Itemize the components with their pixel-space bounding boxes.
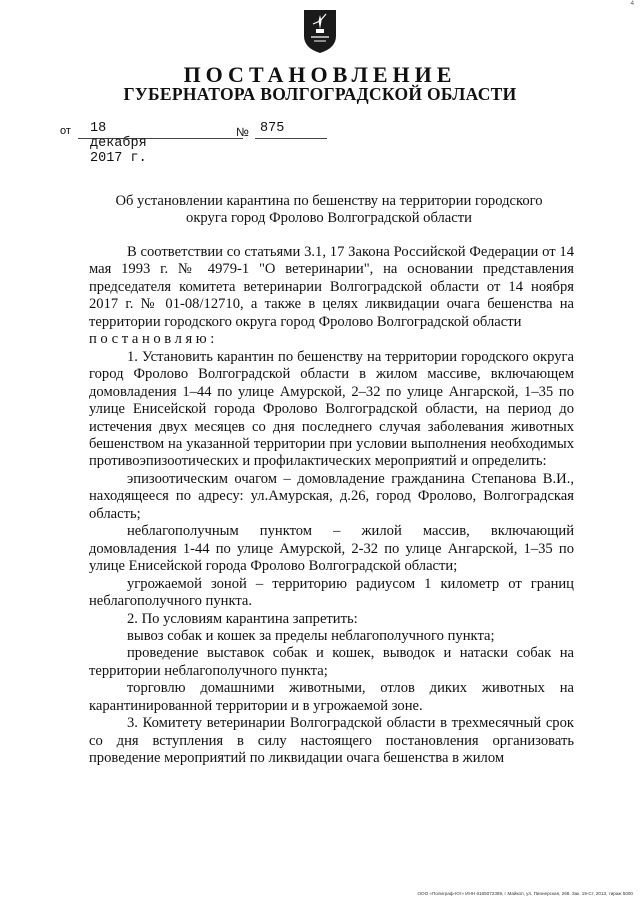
page-corner-mark: 4 xyxy=(630,1,634,7)
document-subject xyxy=(60,193,598,227)
decree-date: 18 декабря 2017 г. xyxy=(90,121,147,166)
decree-number: 875 xyxy=(260,121,285,136)
unsafe-point-paragraph: неблагополучным пунктом – жилой массив, включающий домовладения 1-44 по улице Амурской, 2-32 по улице Ангарской, 1–35 по улице Енисейской города Фролово Волгоградской области; xyxy=(89,523,574,575)
resolve-word: постановляю: xyxy=(89,331,218,348)
document-subtitle: ГУБЕРНАТОРА ВОЛГОГРАДСКОЙ ОБЛАСТИ xyxy=(123,84,517,104)
date-from-label: от xyxy=(60,125,71,137)
document-title: ПОСТАНОВЛЕНИЕ xyxy=(183,62,457,87)
document-body xyxy=(89,244,574,768)
subject-line-1: Об установлении карантина по бешенству на территории городского xyxy=(115,193,543,209)
outbreak-focus-paragraph: эпизоотическим очагом – домовладение гражданина Степанова В.И., находящееся по адресу: ул.Амурская, д.26, город Фролово, Волгоградская область; xyxy=(89,470,574,522)
number-underline xyxy=(255,138,327,139)
ban-trade-paragraph: торговлю домашними животными, отлов диких животных на карантинированной территории и в угрожаемой зоне. xyxy=(89,680,574,714)
preamble-paragraph: В соответствии со статьями 3.1, 17 Закона Российской Федерации от 14 мая 1993 г. № 4979-1 "О ветеринарии", на основании представления председателя комитета ветеринарии Волгоградской области от 14 ноября 2017 г. № 01-08/12710, а также в целях ликвидации очага бешенства на территории городского округа город Фролово Волгоградской области xyxy=(89,244,574,330)
volgograd-coat-of-arms-icon xyxy=(302,8,338,54)
subject-line-2: округа город Фролово Волгоградской области xyxy=(186,210,472,226)
printer-imprint: ООО «Полиграф-Юг» ИНН 6165072389, г Майкоп, ул. Пионерская, 268. Зак. 19-Ст, 2013, тираж 5000 xyxy=(417,891,633,896)
clause-1-paragraph: 1. Установить карантин по бешенству на территории городского округа город Фролово Волгоградской области в жилом массиве, включающем домовладения 1–44 по улице Амурской, 2–32 по улице Ангарской, 1–35 по улице Енисейской города Фролово Волгоградской области, на период до истечения двух месяцев со дня последнего случая заболевания животных бешенством на указанной территории при условии выполнения необходимых противоэпизоотических и профилактических мероприятий и определить: xyxy=(89,348,574,470)
threatened-zone-paragraph: угрожаемой зоной – территорию радиусом 1 километр от границ неблагополучного пункта. xyxy=(89,575,574,610)
clause-2-paragraph: 2. По условиям карантина запретить: xyxy=(127,610,358,627)
ban-exhibitions-paragraph: проведение выставок собак и кошек, выводок и натаски собак на территории неблагополучного пункта; xyxy=(89,645,574,679)
number-label: № xyxy=(236,125,249,139)
ban-export-paragraph: вывоз собак и кошек за пределы неблагополучного пункта; xyxy=(127,627,495,644)
clause-3-paragraph: 3. Комитету ветеринарии Волгоградской области в трехмесячный срок со дня вступления в силу настоящего постановления организовать проведение мероприятий по ликвидации очага бешенства в жилом xyxy=(89,715,574,767)
